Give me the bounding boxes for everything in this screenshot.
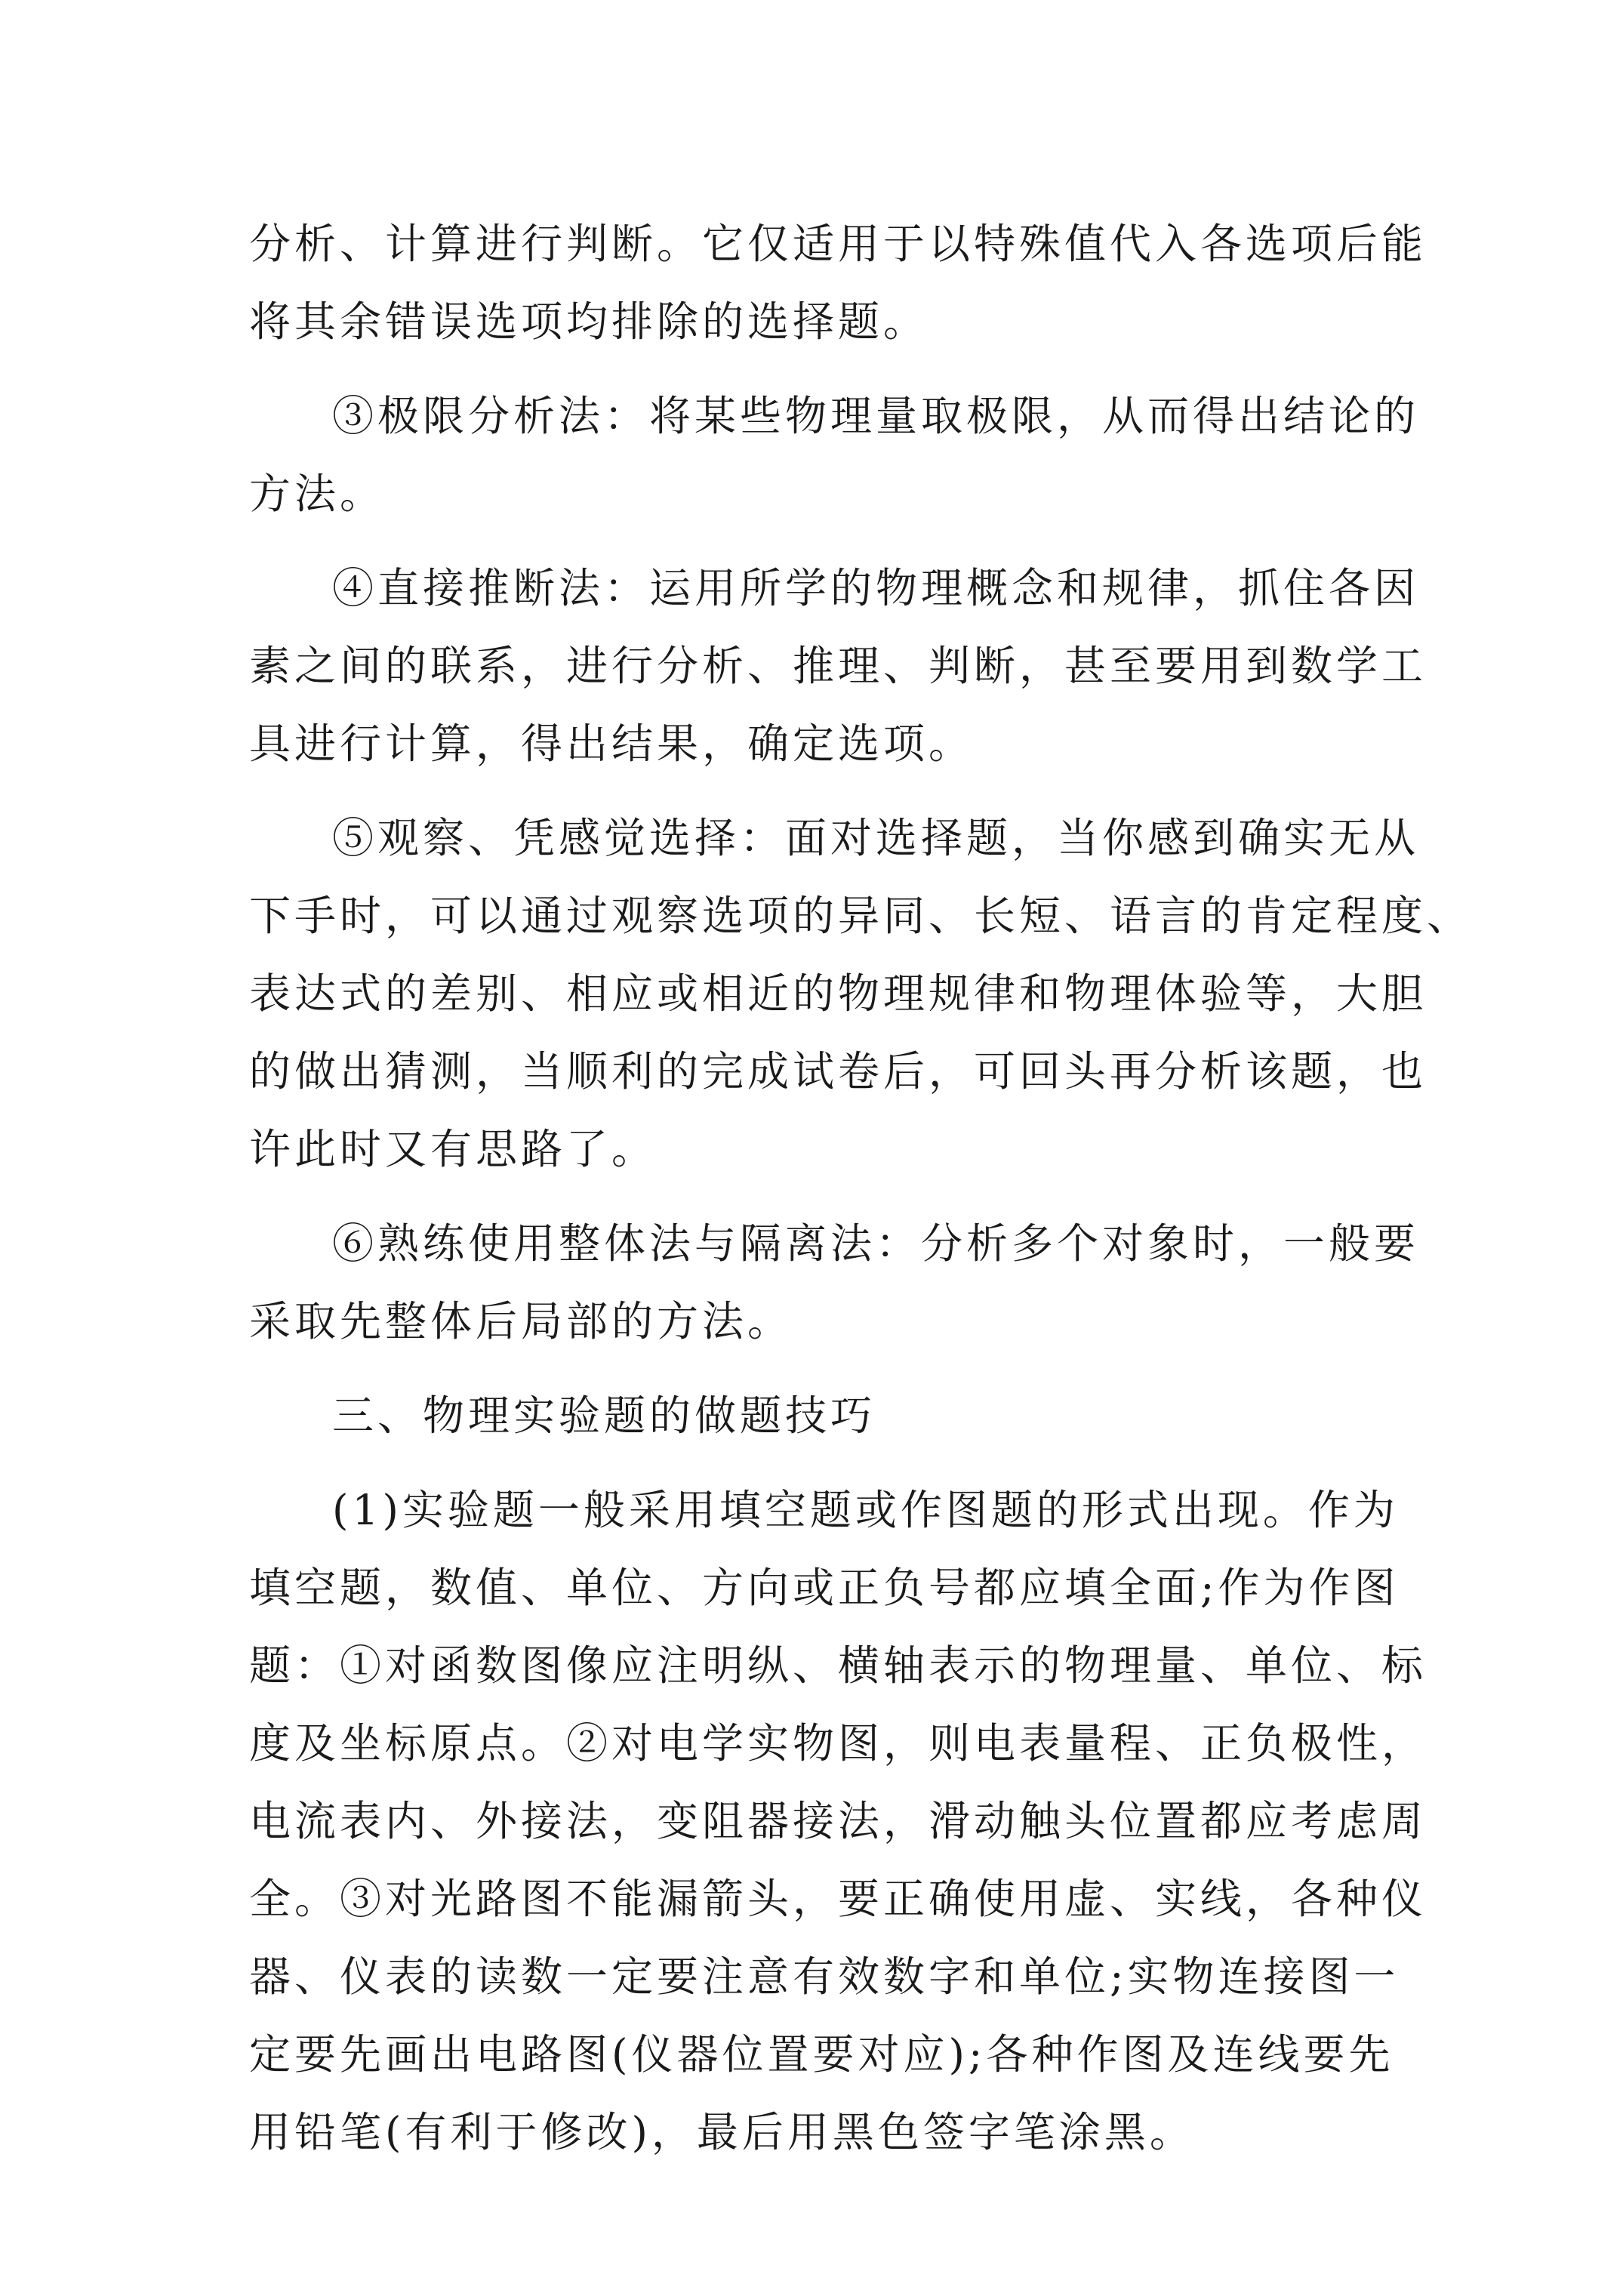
text-line: 下手时，可以通过观察选项的异同、长短、语言的肯定程度、	[249, 892, 1473, 940]
text-line: 方法。	[249, 470, 386, 518]
text-line: 填空题，数值、单位、方向或正负号都应填全面;作为作图	[249, 1564, 1400, 1612]
text-line: 器、仪表的读数一定要注意有效数字和单位;实物连接图一	[249, 1952, 1400, 2001]
text-line: 将其余错误选项均排除的选择题。	[249, 297, 929, 346]
text-line: 的做出猜测，当顺利的完成试卷后，可回头再分析该题，也	[249, 1047, 1427, 1096]
text-line: 素之间的联系，进行分析、推理、判断，甚至要用到数学工	[249, 642, 1427, 690]
text-line: ③极限分析法：将某些物理量取极限，从而得出结论的	[332, 392, 1420, 440]
text-line: 定要先画出电路图(仪器位置要对应);各种作图及连线要先	[249, 2030, 1394, 2079]
text-line: ④直接推断法：运用所学的物理概念和规律，抓住各因	[332, 564, 1420, 612]
section-heading-experiment-tips	[249, 1377, 1381, 1455]
text-line: 度及坐标原点。②对电学实物图，则电表量程、正负极性，	[249, 1719, 1427, 1767]
paragraph-whole-and-isolation-method	[249, 1205, 1420, 1361]
text-line: ⑤观察、凭感觉选择：面对选择题，当你感到确实无从	[332, 814, 1420, 862]
section-heading: 三、物理实验题的做题技巧	[332, 1391, 876, 1440]
document-body	[249, 205, 1473, 2171]
paragraph-special-value-method-end	[249, 205, 1427, 361]
text-line: 具进行计算，得出结果，确定选项。	[249, 720, 975, 768]
text-line: 电流表内、外接法，变阻器接法，滑动触头位置都应考虑周	[249, 1797, 1427, 1845]
text-line: 题：①对函数图像应注明纵、横轴表示的物理量、单位、标	[249, 1641, 1427, 1690]
text-line: ⑥熟练使用整体法与隔离法：分析多个对象时，一般要	[332, 1219, 1420, 1268]
text-line: 用铅笔(有利于修改)，最后用黑色签字笔涂黑。	[249, 2108, 1195, 2156]
text-line: 分析、计算进行判断。它仅适用于以特殊值代入各选项后能	[249, 220, 1427, 268]
text-line: 许此时又有思路了。	[249, 1125, 658, 1173]
paragraph-limit-analysis-method	[249, 378, 1420, 533]
paragraph-observation-intuition	[249, 800, 1473, 1188]
text-line: 表达式的差别、相应或相近的物理规律和物理体验等，大胆	[249, 969, 1427, 1018]
paragraph-direct-inference-method	[249, 550, 1427, 783]
text-line: (1)实验题一般采用填空题或作图题的形式出现。作为	[332, 1486, 1399, 1534]
text-line: 全。③对光路图不能漏箭头，要正确使用虚、实线，各种仪	[249, 1875, 1427, 1923]
paragraph-experiment-question-format	[249, 1472, 1427, 2171]
text-line: 采取先整体后局部的方法。	[249, 1297, 793, 1345]
